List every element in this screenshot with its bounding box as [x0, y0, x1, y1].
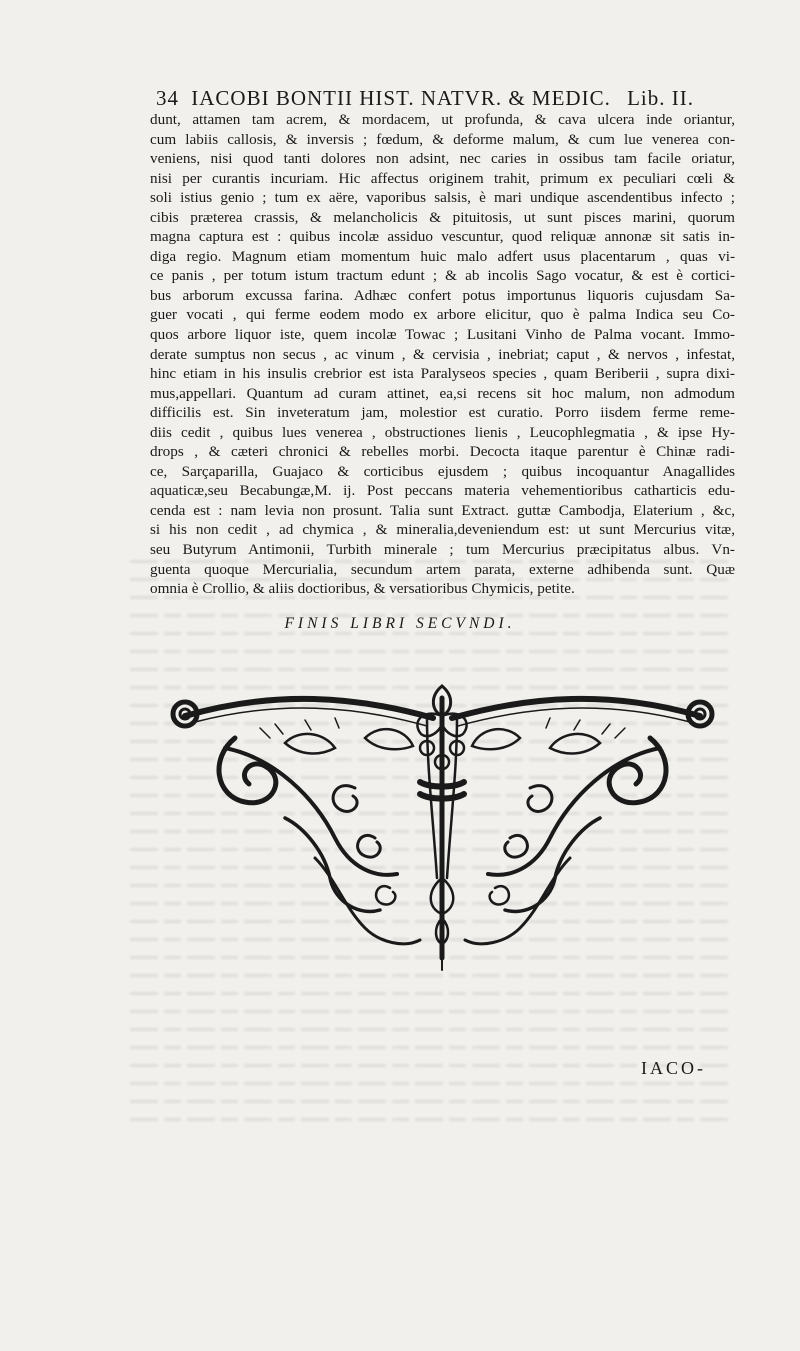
text-line: quos arbore liquor iste, quem incolæ Towac ; Lusitani Vinho de Palma vocant. Immo- — [150, 326, 735, 344]
text-line: hinc etiam in his insulis crebrior est ista Paralyseos species , quam Beriberii , supra dixi- — [150, 365, 735, 383]
text-line: bus arborum excussa farina. Adhæc confert potus importunus liquoris cujusdam Sa- — [150, 286, 735, 304]
text-line: aquaticæ,seu Becabungæ,M. ij. Post peccans materia vehementioribus catharticis edu- — [150, 482, 735, 500]
book-number: Lib. II. — [627, 86, 694, 110]
running-header — [156, 86, 716, 111]
text-line: ce panis , per totum istum tractum edunt ; & ab incolis Sago vocatur, & est è cortici- — [150, 267, 735, 285]
text-line: si his non cedit , ad chymica , & mineralia,deveniendum est: ut sunt Mercurius vitæ, — [150, 521, 735, 539]
text-line: derate sumptus non secus , ac vinum , & cervisia , inebriat; caput , & nervos , infestat, — [150, 345, 735, 363]
text-line: nisi per curantis incuriam. Hic affectus originem trahit, primum ex peculiari cœli & — [150, 169, 735, 187]
text-line: veniens, nisi quod tanti dolores non adsint, nec caries in ossibus tam facile oriatur, — [150, 150, 735, 168]
body-text — [150, 110, 735, 599]
text-line: drops , & cæteri chronici & rebelles morbi. Decocta itaque parentur è Chinæ radi- — [150, 443, 735, 461]
text-line: seu Butyrum Antimonii, Turbith minerale ; tum Mercurius præcipitatus albus. Vn- — [150, 541, 735, 559]
text-line: omnia è Crollio, & aliis doctioribus, & versatioribus Chymicis, petite. — [150, 580, 575, 598]
text-line: cibis præterea crassis, & melancholicis & pituitosis, ut sunt pisces marini, quorum — [150, 208, 735, 226]
text-line: cenda est : nam levia non prosunt. Talia sunt Extract. guttæ Cambodja, Elaterium , &c, — [150, 501, 735, 519]
text-line: ce, Sarçaparilla, Guajaco & corticibus ejusdem ; quibus incoquantur Anagallides — [150, 462, 735, 480]
text-line: diga regio. Magnum etiam momentum huic malo adfert usus placentarum , quas vi- — [150, 247, 735, 265]
foliate-tailpiece-ornament — [165, 678, 720, 973]
text-line: difficilis est. Sin inveteratum jam, molestior est curatio. Porro iisdem ferme reme- — [150, 404, 735, 422]
text-line: guenta quoque Mercurialia, secundum artem parata, externe adhibenda sunt. Quæ — [150, 560, 735, 578]
running-title: IACOBI BONTII HIST. NATVR. & MEDIC. — [191, 86, 611, 110]
text-line: magna captura est : quibus incolæ assiduo vescuntur, quod reliquæ annonæ sit satis in- — [150, 228, 735, 246]
finis-line: FINIS LIBRI SECVNDI. — [284, 615, 516, 632]
catchword: IACO- — [641, 1058, 706, 1078]
text-line: soli istius genio ; tum ex aëre, vaporibus salsis, è mari undique ascendentibus infecto ; — [150, 189, 735, 207]
text-line: cum labiis callosis, & inversis ; fœdum, & deforme malum, & cum lue venerea con- — [150, 130, 735, 148]
text-line: mus,appellari. Quantum ad curam attinet, ea,si recens sit hoc malum, non admodum — [150, 384, 735, 402]
text-line: diis cedit , quibus lues venerea , obstructiones lienis , Leucophlegmatia , & ipse Hy- — [150, 423, 735, 441]
text-line: dunt, attamen tam acrem, & mordacem, ut profunda, & cava ulcera inde oriantur, — [150, 111, 735, 128]
text-line: guer vocati , qui ferme eodem modo ex arbore elicitur, quo è palma Indica seu Co- — [150, 306, 735, 324]
page-number: 34 — [156, 86, 179, 110]
